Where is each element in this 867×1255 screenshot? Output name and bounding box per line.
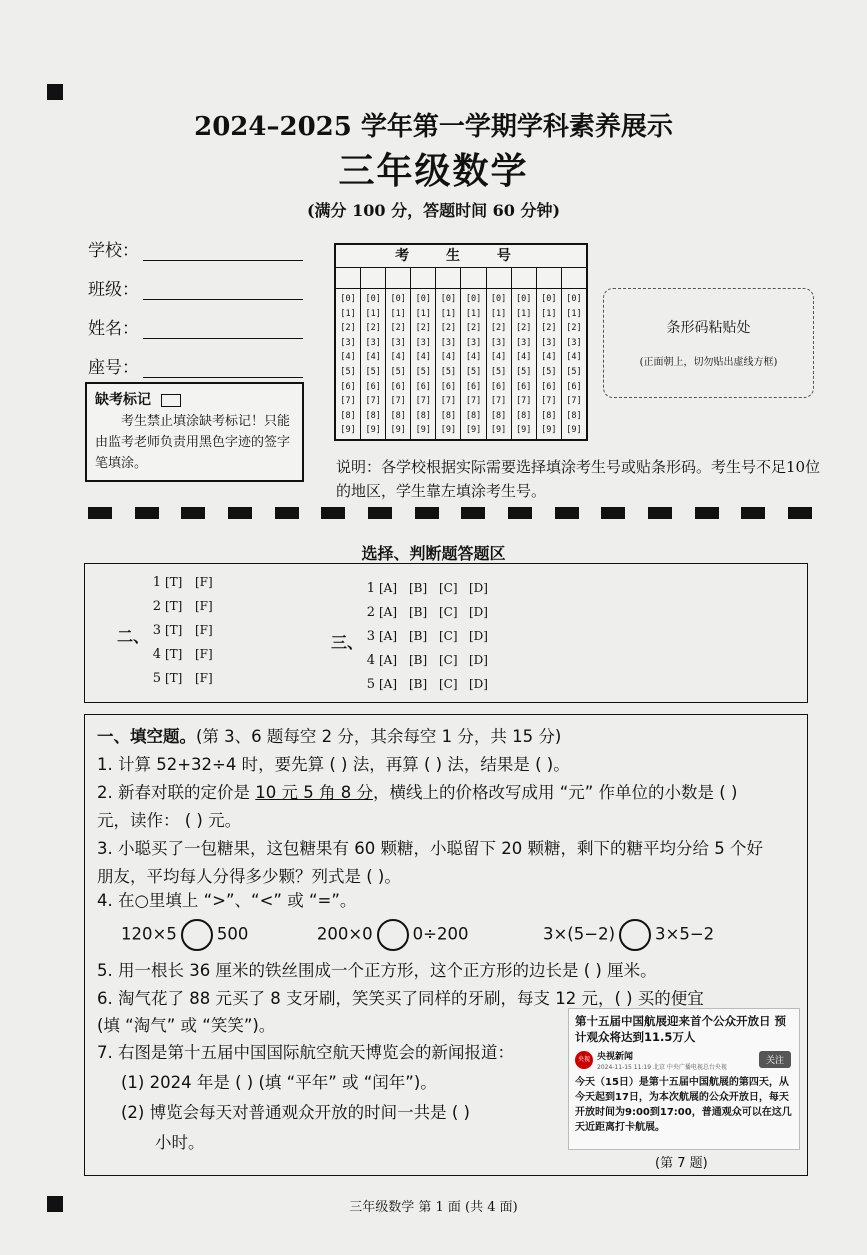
mc-option-d[interactable]: [D] bbox=[469, 629, 488, 643]
q4b-left: 200×0 bbox=[316, 924, 373, 944]
exam-number-write-row[interactable] bbox=[336, 268, 586, 289]
exam-digit-bubble[interactable]: [1] bbox=[365, 308, 381, 319]
exam-digit-bubble[interactable]: [6] bbox=[440, 381, 457, 392]
q4a-left: 120×5 bbox=[121, 924, 177, 944]
follow-button[interactable]: 关注 bbox=[759, 1051, 791, 1068]
exam-digit-bubble[interactable]: [5] bbox=[566, 366, 582, 377]
exam-digit-bubble[interactable]: [5] bbox=[365, 366, 381, 377]
exam-digit-bubble[interactable]: [9] bbox=[516, 425, 532, 436]
exam-number-column bbox=[336, 289, 361, 439]
cut-dash bbox=[555, 507, 579, 519]
exam-digit-bubble[interactable]: [9] bbox=[490, 425, 507, 436]
exam-digit-bubble[interactable]: [9] bbox=[340, 425, 356, 436]
exam-digit-bubble[interactable]: [0] bbox=[415, 294, 431, 304]
exam-digit-bubble[interactable]: [7] bbox=[440, 396, 457, 407]
exam-digit-bubble[interactable]: [5] bbox=[465, 366, 482, 377]
exam-number-title: 考 生 号 bbox=[336, 245, 586, 268]
exam-digit-bubble[interactable]: [7] bbox=[516, 396, 532, 407]
exam-digit-bubble[interactable]: [7] bbox=[490, 396, 507, 407]
q4c-left: 3×(5−2) bbox=[542, 924, 616, 944]
exam-digit-bubble[interactable]: [9] bbox=[415, 425, 431, 436]
q2-post: ，横线上的价格改写成用 “元” 作单位的小数是 ( ) bbox=[372, 783, 738, 802]
exam-subtitle: (满分 100 分，答题时间 60 分钟) bbox=[306, 201, 561, 220]
tf-option-f[interactable]: [F] bbox=[195, 671, 213, 685]
barcode-hint: (正面朝上，切勿贴出虚线方框) bbox=[639, 357, 778, 368]
absent-instructions: 考生禁止填涂缺考标记！只能由监考老师负责用黑色字迹的签字笔填涂。 bbox=[95, 414, 291, 471]
exam-digit-bubble[interactable]: [5] bbox=[415, 366, 431, 377]
mc-option-d[interactable]: [D] bbox=[469, 581, 488, 595]
exam-digit-bubble[interactable]: [0] bbox=[390, 294, 406, 304]
exam-digit-bubble[interactable]: [6] bbox=[566, 381, 582, 392]
mc-option-a[interactable]: [A] bbox=[379, 677, 398, 691]
tf-row bbox=[147, 618, 225, 642]
seat-blank[interactable] bbox=[143, 359, 303, 378]
question-6: 6. 淘气花了 88 元买了 8 支牙刷，笑笑买了同样的牙刷，每支 12 元，( ) 买的便宜 bbox=[97, 989, 704, 1008]
exam-digit-bubble[interactable]: [2] bbox=[541, 323, 557, 334]
cut-dash bbox=[228, 507, 252, 519]
mc-number: 1 bbox=[366, 581, 375, 596]
tf-row bbox=[147, 666, 225, 690]
mc-option-c[interactable]: [C] bbox=[439, 677, 458, 691]
exam-digit-bubble[interactable]: [8] bbox=[365, 410, 381, 421]
mc-option-a[interactable]: [A] bbox=[379, 653, 398, 667]
subject-title: 三年级数学 bbox=[338, 151, 529, 192]
name-field[interactable] bbox=[88, 314, 303, 342]
exam-digit-bubble[interactable]: [5] bbox=[516, 366, 532, 377]
exam-digit-bubble[interactable]: [4] bbox=[340, 352, 356, 363]
exam-digit-bubble[interactable]: [1] bbox=[490, 308, 507, 319]
exam-digit-bubble[interactable]: [0] bbox=[541, 294, 557, 304]
seat-label: 座号： bbox=[88, 358, 139, 378]
mc-option-c[interactable]: [C] bbox=[439, 581, 458, 595]
class-blank[interactable] bbox=[143, 281, 303, 300]
mc-option-a[interactable]: [A] bbox=[379, 629, 398, 643]
exam-digit-bubble[interactable]: [6] bbox=[415, 381, 431, 392]
exam-digit-bubble[interactable]: [3] bbox=[440, 337, 457, 348]
section-3-label: 三、 bbox=[331, 633, 364, 652]
exam-digit-bubble[interactable]: [8] bbox=[541, 410, 557, 421]
absent-title: 缺考标记 bbox=[95, 392, 151, 408]
exam-digit-bubble[interactable]: [1] bbox=[516, 308, 532, 319]
mc-option-d[interactable]: [D] bbox=[469, 653, 488, 667]
cut-line bbox=[88, 507, 812, 519]
cut-dash bbox=[461, 507, 485, 519]
exam-digit-bubble[interactable]: [0] bbox=[440, 294, 457, 304]
exam-digit-bubble[interactable]: [0] bbox=[566, 294, 582, 304]
exam-digit-bubble[interactable]: [1] bbox=[541, 308, 557, 319]
cut-dash bbox=[135, 507, 159, 519]
exam-number-column bbox=[411, 289, 436, 439]
exam-number-bubbles bbox=[336, 289, 586, 439]
mc-option-b[interactable]: [B] bbox=[409, 653, 428, 667]
tf-row bbox=[147, 570, 225, 594]
exam-title: 2024–2025 学年第一学期学科素养展示 bbox=[194, 112, 673, 142]
class-field[interactable] bbox=[88, 275, 303, 303]
exam-digit-bubble[interactable]: [7] bbox=[541, 396, 557, 407]
school-field[interactable] bbox=[88, 236, 303, 264]
cut-dash bbox=[321, 507, 345, 519]
page-footer: 三年级数学 第 1 面 (共 4 面) bbox=[349, 1200, 518, 1215]
mc-row bbox=[361, 672, 499, 696]
exam-digit-bubble[interactable]: [0] bbox=[490, 294, 507, 304]
q2-pre: 2. 新春对联的定价是 bbox=[97, 783, 256, 802]
exam-digit-bubble[interactable]: [3] bbox=[465, 337, 482, 348]
answer-area-title: 选择、判断题答题区 bbox=[361, 544, 506, 563]
cctv-logo-icon: 央视 bbox=[575, 1051, 593, 1069]
exam-digit-bubble[interactable]: [2] bbox=[340, 323, 356, 334]
exam-digit-bubble[interactable]: [2] bbox=[415, 323, 431, 334]
exam-digit-bubble[interactable]: [4] bbox=[415, 352, 431, 363]
tf-row bbox=[147, 642, 225, 666]
exam-digit-bubble[interactable]: [4] bbox=[566, 352, 582, 363]
exam-digit-bubble[interactable]: [0] bbox=[465, 294, 482, 304]
exam-digit-bubble[interactable]: [3] bbox=[566, 337, 582, 348]
exam-digit-bubble[interactable]: [2] bbox=[440, 323, 457, 334]
exam-digit-bubble[interactable]: [3] bbox=[365, 337, 381, 348]
mc-option-b[interactable]: [B] bbox=[409, 677, 428, 691]
question-4-items bbox=[121, 919, 714, 951]
tf-option-t[interactable]: [T] bbox=[165, 671, 183, 685]
cut-dash bbox=[788, 507, 812, 519]
absent-mark-box bbox=[85, 382, 304, 482]
mc-option-a[interactable]: [A] bbox=[379, 581, 398, 595]
section-title: 一、填空题。 bbox=[97, 727, 196, 746]
exam-digit-bubble[interactable]: [3] bbox=[516, 337, 532, 348]
exam-digit-bubble[interactable]: [6] bbox=[465, 381, 482, 392]
exam-digit-bubble[interactable]: [4] bbox=[390, 352, 406, 363]
section-score-note: (第 3、6 题每空 2 分，其余每空 1 分，共 15 分) bbox=[196, 727, 562, 746]
q4b-circle[interactable] bbox=[377, 919, 409, 951]
mc-option-b[interactable]: [B] bbox=[409, 605, 428, 619]
mc-option-c[interactable]: [C] bbox=[439, 605, 458, 619]
news-meta: 2024-11-15 11:19 北京 中央广播电视总台央视 bbox=[597, 1064, 727, 1071]
exam-digit-bubble[interactable]: [8] bbox=[566, 410, 582, 421]
mc-row bbox=[361, 576, 499, 600]
exam-digit-bubble[interactable]: [8] bbox=[390, 410, 406, 421]
exam-digit-bubble[interactable]: [9] bbox=[566, 425, 582, 436]
exam-digit-bubble[interactable]: [2] bbox=[365, 323, 381, 334]
true-false-answers bbox=[147, 570, 225, 690]
exam-digit-bubble[interactable]: [1] bbox=[566, 308, 582, 319]
mc-option-b[interactable]: [B] bbox=[409, 629, 428, 643]
cut-dash bbox=[601, 507, 625, 519]
exam-digit-bubble[interactable]: [3] bbox=[415, 337, 431, 348]
figure-caption: (第 7 题) bbox=[655, 1156, 708, 1171]
exam-digit-bubble[interactable]: [5] bbox=[390, 366, 406, 377]
exam-digit-bubble[interactable]: [8] bbox=[340, 410, 356, 421]
cut-dash bbox=[508, 507, 532, 519]
exam-digit-bubble[interactable]: [5] bbox=[440, 366, 457, 377]
exam-digit-bubble[interactable]: [5] bbox=[541, 366, 557, 377]
cut-dash bbox=[648, 507, 672, 519]
answer-area bbox=[84, 563, 808, 703]
mc-option-c[interactable]: [C] bbox=[439, 653, 458, 667]
exam-number-column bbox=[461, 289, 486, 439]
exam-digit-bubble[interactable]: [6] bbox=[541, 381, 557, 392]
tf-option-f[interactable]: [F] bbox=[195, 599, 213, 613]
tf-option-t[interactable]: [T] bbox=[165, 623, 183, 637]
seat-field[interactable] bbox=[88, 353, 303, 381]
registration-mark-top bbox=[47, 84, 63, 100]
tf-row bbox=[147, 594, 225, 618]
exam-number-column bbox=[386, 289, 411, 439]
q4c-circle[interactable] bbox=[619, 919, 651, 951]
exam-digit-bubble[interactable]: [6] bbox=[365, 381, 381, 392]
exam-number-column bbox=[361, 289, 386, 439]
exam-digit-bubble[interactable]: [2] bbox=[490, 323, 507, 334]
exam-number-column bbox=[512, 289, 537, 439]
tf-number: 2 bbox=[152, 599, 161, 614]
exam-digit-bubble[interactable]: [7] bbox=[365, 396, 381, 407]
exam-digit-bubble[interactable]: [2] bbox=[390, 323, 406, 334]
cut-dash bbox=[88, 507, 112, 519]
tf-option-f[interactable]: [F] bbox=[195, 623, 213, 637]
mc-number: 4 bbox=[366, 653, 375, 668]
exam-digit-bubble[interactable]: [8] bbox=[440, 410, 457, 421]
exam-digit-bubble[interactable]: [3] bbox=[541, 337, 557, 348]
exam-digit-bubble[interactable]: [1] bbox=[440, 308, 457, 319]
exam-digit-bubble[interactable]: [8] bbox=[415, 410, 431, 421]
exam-digit-bubble[interactable]: [6] bbox=[340, 381, 356, 392]
exam-digit-bubble[interactable]: [5] bbox=[340, 366, 356, 377]
question-7-2: (2) 博览会每天对普通观众开放的时间一共是 ( ) bbox=[121, 1103, 470, 1122]
question-3: 3. 小聪买了一包糖果，这包糖果有 60 颗糖，小聪留下 20 颗糖，剩下的糖平均分给 5 个好 bbox=[97, 839, 763, 858]
section-2-label: 二、 bbox=[117, 627, 150, 646]
question-2-line2: 元，读作： ( ) 元。 bbox=[97, 811, 242, 830]
exam-digit-bubble[interactable]: [7] bbox=[340, 396, 356, 407]
exam-digit-bubble[interactable]: [8] bbox=[465, 410, 482, 421]
news-source: 央视新闻 bbox=[597, 1052, 634, 1062]
question-7-1: (1) 2024 年是 ( ) (填 “平年” 或 “闰年”)。 bbox=[121, 1073, 437, 1092]
exam-digit-bubble[interactable]: [8] bbox=[516, 410, 532, 421]
barcode-sticker-area bbox=[603, 288, 814, 398]
exam-digit-bubble[interactable]: [0] bbox=[365, 294, 381, 304]
mc-option-a[interactable]: [A] bbox=[379, 605, 398, 619]
exam-digit-bubble[interactable]: [7] bbox=[465, 396, 482, 407]
exam-digit-bubble[interactable]: [9] bbox=[365, 425, 381, 436]
exam-digit-bubble[interactable]: [2] bbox=[516, 323, 532, 334]
exam-digit-bubble[interactable]: [4] bbox=[465, 352, 482, 363]
name-blank[interactable] bbox=[143, 320, 303, 339]
exam-digit-bubble[interactable]: [0] bbox=[516, 294, 532, 304]
exam-digit-bubble[interactable]: [1] bbox=[415, 308, 431, 319]
school-blank[interactable] bbox=[143, 242, 303, 261]
cut-dash bbox=[695, 507, 719, 519]
mc-number: 2 bbox=[366, 605, 375, 620]
exam-digit-bubble[interactable]: [3] bbox=[490, 337, 507, 348]
name-label: 姓名： bbox=[88, 319, 139, 339]
question-7-2-unit: 小时。 bbox=[155, 1133, 205, 1152]
exam-digit-bubble[interactable]: [4] bbox=[365, 352, 381, 363]
exam-number-column bbox=[562, 289, 586, 439]
exam-digit-bubble[interactable]: [1] bbox=[390, 308, 406, 319]
q4b-right: 0÷200 bbox=[412, 924, 469, 944]
question-1: 1. 计算 52+32÷4 时，要先算 ( ) 法，再算 ( ) 法，结果是 ( )。 bbox=[97, 755, 570, 774]
exam-digit-bubble[interactable]: [7] bbox=[566, 396, 582, 407]
exam-number-column bbox=[436, 289, 461, 439]
tf-option-t[interactable]: [T] bbox=[165, 599, 183, 613]
question-7: 7. 右图是第十五届中国国际航空航天博览会的新闻报道： bbox=[97, 1043, 514, 1062]
exam-digit-bubble[interactable]: [4] bbox=[516, 352, 532, 363]
exam-digit-bubble[interactable]: [7] bbox=[415, 396, 431, 407]
exam-digit-bubble[interactable]: [1] bbox=[340, 308, 356, 319]
cut-dash bbox=[368, 507, 392, 519]
exam-digit-bubble[interactable]: [7] bbox=[390, 396, 406, 407]
q4a-right: 500 bbox=[216, 924, 249, 944]
class-label: 班级： bbox=[88, 280, 139, 300]
cut-dash bbox=[415, 507, 439, 519]
tf-option-t[interactable]: [T] bbox=[165, 575, 183, 589]
q2-price: 10 元 5 角 8 分 bbox=[255, 783, 373, 802]
multiple-choice-answers bbox=[361, 576, 499, 696]
exam-digit-bubble[interactable]: [8] bbox=[490, 410, 507, 421]
tf-option-f[interactable]: [F] bbox=[195, 647, 213, 661]
question-5: 5. 用一根长 36 厘米的铁丝围成一个正方形，这个正方形的边长是 ( ) 厘米。 bbox=[97, 961, 657, 980]
exam-digit-bubble[interactable]: [6] bbox=[490, 381, 507, 392]
cut-dash bbox=[741, 507, 765, 519]
school-label: 学校： bbox=[88, 241, 139, 261]
exam-digit-bubble[interactable]: [1] bbox=[465, 308, 482, 319]
mc-row bbox=[361, 648, 499, 672]
exam-digit-bubble[interactable]: [6] bbox=[516, 381, 532, 392]
absent-checkbox[interactable] bbox=[161, 394, 181, 407]
tf-number: 5 bbox=[152, 671, 161, 686]
exam-digit-bubble[interactable]: [9] bbox=[390, 425, 406, 436]
tf-option-f[interactable]: [F] bbox=[195, 575, 213, 589]
exam-digit-bubble[interactable]: [3] bbox=[390, 337, 406, 348]
exam-digit-bubble[interactable]: [5] bbox=[490, 366, 507, 377]
news-headline: 第十五届中国航展迎来首个公众开放日 预计观众将达到11.5万人 bbox=[575, 1014, 787, 1044]
cut-dash bbox=[275, 507, 299, 519]
mc-number: 3 bbox=[366, 629, 375, 644]
barcode-label: 条形码粘贴处 bbox=[666, 320, 751, 336]
exam-digit-bubble[interactable]: [9] bbox=[465, 425, 482, 436]
q4a-circle[interactable] bbox=[181, 919, 213, 951]
tf-number: 4 bbox=[152, 647, 161, 662]
mc-number: 5 bbox=[366, 677, 375, 692]
mc-option-d[interactable]: [D] bbox=[469, 677, 488, 691]
exam-digit-bubble[interactable]: [9] bbox=[541, 425, 557, 436]
tf-number: 3 bbox=[152, 623, 161, 638]
exam-digit-bubble[interactable]: [6] bbox=[390, 381, 406, 392]
exam-digit-bubble[interactable]: [9] bbox=[440, 425, 457, 436]
exam-digit-bubble[interactable]: [2] bbox=[566, 323, 582, 334]
exam-digit-bubble[interactable]: [4] bbox=[440, 352, 457, 363]
exam-digit-bubble[interactable]: [2] bbox=[465, 323, 482, 334]
q4c-right: 3×5−2 bbox=[655, 924, 715, 944]
question-2 bbox=[97, 779, 737, 803]
section-heading bbox=[97, 723, 561, 747]
mc-row bbox=[361, 624, 499, 648]
exam-number-grid bbox=[334, 243, 588, 441]
exam-number-column bbox=[487, 289, 512, 439]
exam-digit-bubble[interactable]: [4] bbox=[541, 352, 557, 363]
question-3-line2: 朋友，平均每人分得多少颗？列式是 ( )。 bbox=[97, 867, 401, 886]
exam-digit-bubble[interactable]: [0] bbox=[340, 294, 356, 304]
mc-row bbox=[361, 600, 499, 624]
tf-number: 1 bbox=[152, 575, 161, 590]
cut-dash bbox=[181, 507, 205, 519]
question-4: 4. 在○里填上 “>”、“<” 或 “=”。 bbox=[97, 891, 357, 910]
news-screenshot bbox=[568, 1008, 800, 1150]
exam-number-column bbox=[537, 289, 562, 439]
question-6-line2: (填 “淘气” 或 “笑笑”)。 bbox=[97, 1016, 276, 1035]
mc-option-c[interactable]: [C] bbox=[439, 629, 458, 643]
mc-option-b[interactable]: [B] bbox=[409, 581, 428, 595]
instruction-note: 说明：各学校根据实际需要选择填涂考生号或贴条形码。考生号不足10位的地区，学生靠左填涂考生号。 bbox=[336, 458, 821, 500]
exam-digit-bubble[interactable]: [4] bbox=[490, 352, 507, 363]
tf-option-t[interactable]: [T] bbox=[165, 647, 183, 661]
news-body: 今天（15日）是第十五届中国航展的第四天，从今天起到17日，为本次航展的公众开放日，每天开放时间为9:00到17:00，普通观众可以在这几天近距离打卡航展。 bbox=[575, 1077, 792, 1133]
exam-digit-bubble[interactable]: [3] bbox=[340, 337, 356, 348]
mc-option-d[interactable]: [D] bbox=[469, 605, 488, 619]
